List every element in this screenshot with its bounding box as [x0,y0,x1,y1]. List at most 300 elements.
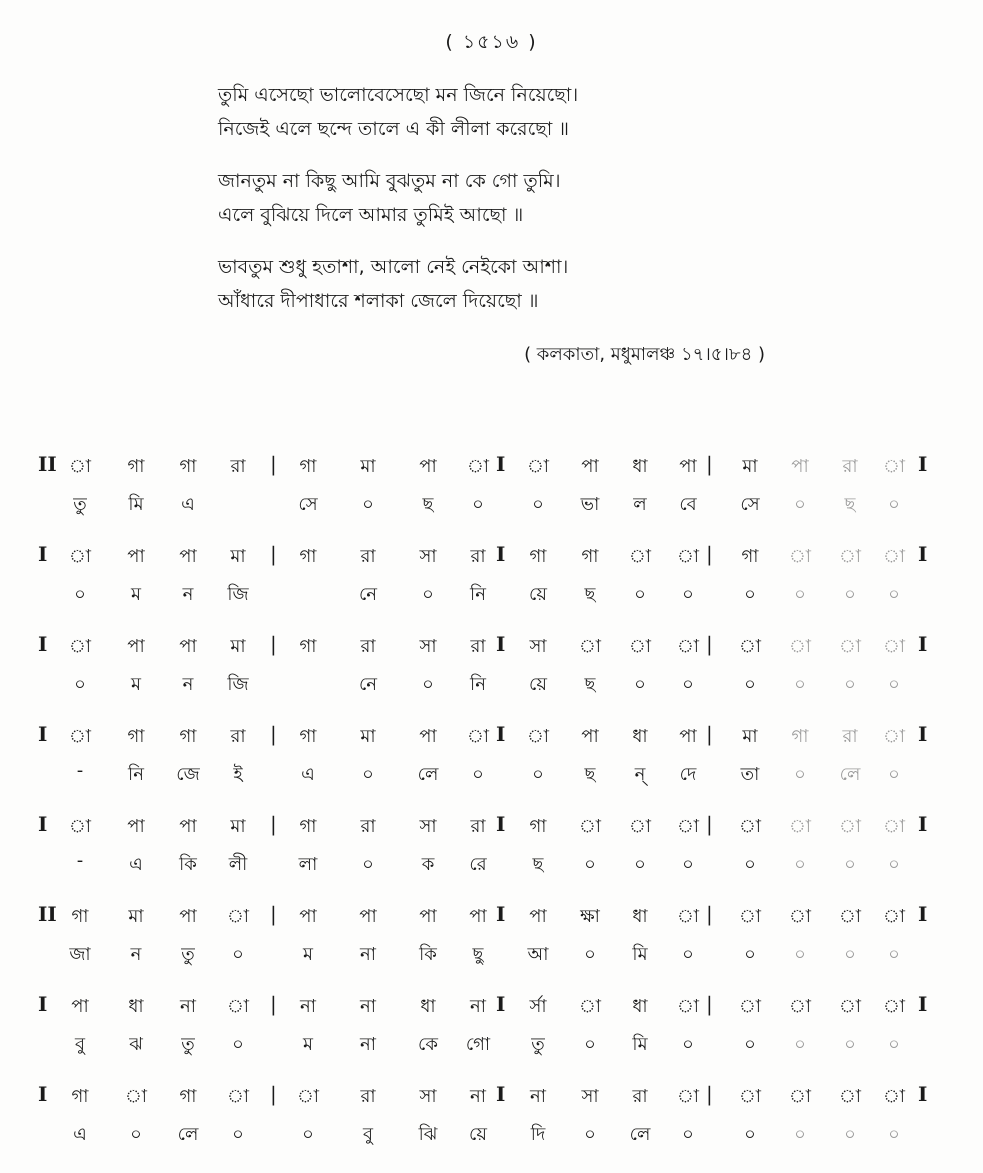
lyric-syllable: ল [633,494,647,515]
lyric-syllable: - [76,760,84,781]
swara-note: গা [179,456,197,477]
lyric-syllable: নে [358,674,378,695]
swara-note: া [628,546,652,567]
swara-note: গা [791,726,809,747]
swara-note: গা [179,726,197,747]
bar-line: I [38,812,48,836]
swara-note: া [526,456,550,477]
lyric-syllable: ০ [232,1124,244,1145]
swara-note: মা [742,726,758,747]
bar-line: I [38,632,48,656]
lyric-syllable: না [360,944,376,965]
lyric-syllable: ০ [744,854,756,875]
swara-note: া [788,1086,812,1107]
swara-note: া [578,996,602,1017]
beat-divider: | [270,902,277,926]
bar-line: I [496,902,506,926]
lyric-syllable: সে [740,494,760,515]
lyric-syllable: ঝ [129,1034,143,1055]
swara-note: া [882,1086,906,1107]
lyric-syllable: বে [679,494,697,515]
swara-note: া [882,996,906,1017]
lyrics-block [218,78,918,336]
swara-note: া [296,1086,320,1107]
swara-note: া [124,1086,148,1107]
swara-note: রা [360,1086,376,1107]
lyric-syllable: ০ [634,854,646,875]
swara-note: গা [127,456,145,477]
lyric-syllable: ছ [422,494,434,515]
swara-note: ধা [128,996,144,1017]
lyric-syllable: ০ [584,1124,596,1145]
swara-note: া [788,546,812,567]
lyric-syllable: ০ [232,944,244,965]
lyric-syllable: ০ [584,1034,596,1055]
swara-note: রা [842,726,858,747]
swara-note: সা [419,636,437,657]
lyric-syllable: লী [228,854,248,875]
swara-note: রা [230,726,246,747]
swara-note: পা [469,906,487,927]
swara-note: া [882,546,906,567]
lyric-syllable: লা [298,854,318,875]
beat-divider: | [706,722,713,746]
swara-note: া [628,636,652,657]
swara-note: পা [127,546,145,567]
swara-note: মা [742,456,758,477]
lyric-syllable: ০ [532,764,544,785]
lyric-syllable: ০ [682,1124,694,1145]
lyric-syllable: য়ে [529,674,547,695]
lyric-syllable: নি [128,764,144,785]
lyric-syllable: ক [421,854,435,875]
lyric-syllable: ০ [844,584,856,605]
lyric-syllable: এ [181,494,195,515]
lyric-syllable: ০ [744,944,756,965]
lyric-syllable: ০ [362,494,374,515]
swara-note: া [676,636,700,657]
swara-note: পা [419,726,437,747]
beat-divider: | [270,722,277,746]
song-number: ( ১৫১৬ ) [445,31,538,53]
notation-row [38,992,938,1082]
beat-divider: | [706,1082,713,1106]
lyric-syllable: মি [632,944,648,965]
lyric-syllable: ০ [422,584,434,605]
beat-divider: | [270,452,277,476]
swara-note: া [838,546,862,567]
lyric-syllable: কে [418,1034,438,1055]
swara-note: পা [679,456,697,477]
swara-note: না [360,996,376,1017]
lyric-syllable: ০ [130,1124,142,1145]
lyric-syllable: তু [181,1034,195,1055]
lyric-syllable: ০ [794,1034,806,1055]
lyric-syllable: এ [301,764,315,785]
lyric-syllable: য়ে [469,1124,487,1145]
lyric-syllable: সে [298,494,318,515]
lyric-syllable: ছ [584,674,596,695]
lyric-line: আঁধারে দীপাধারে শলাকা জেলে দিয়েছো ॥ [218,290,539,312]
swara-note: গা [299,726,317,747]
beat-divider: | [270,992,277,1016]
lyric-syllable: নে [358,584,378,605]
swara-note: পা [71,996,89,1017]
notation-row [38,902,938,992]
swara-note: া [226,906,250,927]
lyric-syllable: ন [130,944,142,965]
lyric-syllable: ০ [844,944,856,965]
swara-note: া [676,996,700,1017]
swara-note: া [738,816,762,837]
lyric-syllable: ০ [794,1124,806,1145]
swara-note: পা [791,456,809,477]
lyric-syllable: তু [181,944,195,965]
swara-note: গা [299,456,317,477]
lyric-syllable: ০ [888,764,900,785]
lyric-syllable: - [76,850,84,871]
swara-note: মা [230,636,246,657]
lyric-syllable: ০ [74,584,86,605]
lyric-line: নিজেই এলে ছন্দে তালে এ কী লীলা করেছো ॥ [218,118,570,140]
swara-note: ধা [420,996,436,1017]
swara-note: া [838,906,862,927]
lyric-syllable: ০ [682,854,694,875]
lyric-syllable: ০ [888,854,900,875]
lyric-syllable: কি [179,854,197,875]
swara-note: া [788,906,812,927]
swara-note: গা [299,636,317,657]
bar-line: I [918,632,928,656]
swara-note: গা [581,546,599,567]
lyric-syllable: লে [839,764,861,785]
swara-note: া [466,726,490,747]
swara-note: া [578,816,602,837]
swara-note: রা [842,456,858,477]
lyric-syllable: জি [227,674,249,695]
swara-note: সা [419,546,437,567]
swara-note: গা [529,816,547,837]
lyric-syllable: ঝি [418,1124,438,1145]
lyric-syllable: ম [303,944,313,965]
swara-note: পা [299,906,317,927]
lyric-syllable: লে [177,1124,199,1145]
swara-note: া [676,546,700,567]
lyric-syllable: য়ে [529,584,547,605]
lyric-syllable: তা [740,764,760,785]
lyric-syllable: ০ [232,1034,244,1055]
lyric-syllable: ০ [888,494,900,515]
lyric-line: জানতুম না কিছু আমি বুঝতুম না কে গো তুমি। [218,170,561,192]
swara-note: া [676,816,700,837]
lyric-syllable: ০ [362,854,374,875]
swara-note: া [838,636,862,657]
lyric-syllable: আ [527,944,549,965]
swara-note: মা [360,726,376,747]
beat-divider: | [706,992,713,1016]
swara-note: া [838,996,862,1017]
beat-divider: | [706,902,713,926]
bar-line: I [918,452,928,476]
lyric-syllable: এ [129,854,143,875]
lyric-syllable: ছ [844,494,856,515]
lyric-line: তুমি এসেছো ভালোবেসেছো মন জিনে নিয়েছো। [218,84,579,106]
lyric-syllable: ম [303,1034,313,1055]
notation-table [38,452,938,1172]
swara-note: া [738,996,762,1017]
bar-line: I [496,452,506,476]
swara-note: া [838,816,862,837]
swara-note: পা [179,906,197,927]
lyric-syllable: রে [469,854,487,875]
swara-note: মা [128,906,144,927]
swara-note: সা [419,1086,437,1107]
swara-note: া [738,636,762,657]
lyric-syllable: নি [470,584,486,605]
lyric-syllable: ০ [844,854,856,875]
swara-note: গা [299,546,317,567]
lyric-syllable: ০ [794,944,806,965]
lyric-syllable: ০ [682,944,694,965]
lyric-syllable: ছ [532,854,544,875]
lyric-syllable: না [360,1034,376,1055]
lyric-syllable: ভা [580,494,600,515]
notation-row [38,722,938,812]
swara-note: পা [679,726,697,747]
swara-note: া [676,906,700,927]
swara-note: সা [529,636,547,657]
lyric-syllable: মি [128,494,144,515]
swara-note: া [68,456,92,477]
swara-note: া [526,726,550,747]
bar-line: I [38,1082,48,1106]
swara-note: া [738,906,762,927]
swara-note: া [738,1086,762,1107]
lyric-syllable: ন [182,674,194,695]
swara-note: া [788,636,812,657]
swara-note: পা [419,456,437,477]
lyric-syllable: ০ [634,584,646,605]
swara-note: পা [179,546,197,567]
bar-line: I [918,902,928,926]
lyric-syllable: ছ [584,764,596,785]
lyric-syllable: দি [530,1124,546,1145]
lyric-syllable: বু [74,1034,86,1055]
swara-note: গা [71,1086,89,1107]
bar-line: I [496,992,506,1016]
swara-note: রা [360,546,376,567]
bar-line: I [918,992,928,1016]
swara-note: ধা [632,906,648,927]
swara-note: ধা [632,456,648,477]
swara-note: রা [470,546,486,567]
lyric-syllable: ০ [584,854,596,875]
beat-divider: | [706,632,713,656]
lyric-syllable: ০ [844,1034,856,1055]
lyric-syllable: ০ [888,944,900,965]
swara-note: পা [127,636,145,657]
swara-note: া [882,636,906,657]
swara-note: র্সা [529,996,547,1017]
lyric-syllable: ০ [744,584,756,605]
swara-note: গা [179,1086,197,1107]
swara-note: া [882,816,906,837]
lyric-syllable: ০ [584,944,596,965]
swara-note: া [226,1086,250,1107]
lyric-syllable: ম [131,584,141,605]
swara-note: া [68,816,92,837]
bar-line: I [918,722,928,746]
swara-note: মা [230,546,246,567]
lyric-syllable: ০ [744,1034,756,1055]
lyric-syllable: ০ [794,674,806,695]
lyric-line: ভাবতুম শুধু হতাশা, আলো নেই নেইকো আশা। [218,256,569,278]
bar-line: II [38,452,57,476]
beat-divider: | [706,812,713,836]
swara-note: পা [359,906,377,927]
lyric-syllable: ন [182,584,194,605]
lyrics-stanza [218,164,918,232]
beat-divider: | [706,452,713,476]
bar-line: I [496,722,506,746]
bar-line: I [918,1082,928,1106]
swara-note: গা [299,816,317,837]
lyric-syllable: জি [227,584,249,605]
lyric-syllable: ০ [794,494,806,515]
notation-row [38,542,938,632]
swara-note: না [470,996,486,1017]
beat-divider: | [270,812,277,836]
swara-note: না [530,1086,546,1107]
swara-note: া [882,456,906,477]
lyric-syllable: তু [531,1034,545,1055]
lyric-syllable: ০ [794,764,806,785]
lyric-syllable: মি [632,1034,648,1055]
swara-note: পা [529,906,547,927]
swara-note: া [882,726,906,747]
beat-divider: | [270,542,277,566]
swara-note: সা [419,816,437,837]
bar-line: I [38,542,48,566]
swara-note: া [68,726,92,747]
bar-line: II [38,902,57,926]
lyrics-stanza [218,78,918,146]
swara-note: পা [127,816,145,837]
lyric-syllable: ০ [362,764,374,785]
swara-note: গা [71,906,89,927]
swara-note: পা [419,906,437,927]
beat-divider: | [270,632,277,656]
swara-note: রা [230,456,246,477]
lyric-syllable: ০ [302,1124,314,1145]
swara-note: রা [470,636,486,657]
swara-note: গা [741,546,759,567]
lyric-syllable: ০ [682,1034,694,1055]
lyric-syllable: ০ [532,494,544,515]
swara-note: ধা [632,996,648,1017]
bar-line: I [918,542,928,566]
lyric-syllable: লে [629,1124,651,1145]
lyric-syllable: ছ [584,584,596,605]
lyric-syllable: জা [69,944,91,965]
swara-note: সা [581,1086,599,1107]
swara-note: রা [360,636,376,657]
lyric-syllable: ০ [794,584,806,605]
swara-note: া [226,996,250,1017]
swara-note: পা [179,816,197,837]
lyrics-stanza [218,250,918,318]
bar-line: I [38,722,48,746]
lyric-syllable: ০ [682,584,694,605]
lyric-syllable: ০ [888,674,900,695]
swara-note: া [578,636,602,657]
bar-line: I [496,542,506,566]
notation-row [38,1082,938,1172]
beat-divider: | [270,1082,277,1106]
lyric-syllable: কি [419,944,437,965]
lyric-syllable: ০ [472,494,484,515]
bar-line: I [38,992,48,1016]
lyric-syllable: ম [131,674,141,695]
lyric-syllable: ০ [744,1124,756,1145]
lyric-syllable: দে [679,764,697,785]
lyric-syllable: গো [465,1034,491,1055]
lyric-syllable: বু [362,1124,374,1145]
lyric-syllable: ০ [634,674,646,695]
lyric-syllable: ছু [472,944,484,965]
swara-note: রা [632,1086,648,1107]
lyric-syllable: ০ [472,764,484,785]
bar-line: I [918,812,928,836]
swara-note: রা [470,816,486,837]
notation-row [38,812,938,902]
lyric-line: এলে বুঝিয়ে দিলে আমার তুমিই আছো ॥ [218,204,524,226]
lyric-syllable: জে [176,764,200,785]
lyric-syllable: ০ [74,674,86,695]
notation-row [38,632,938,722]
swara-note: া [788,996,812,1017]
swara-note: না [470,1086,486,1107]
lyric-syllable: ০ [888,584,900,605]
lyric-syllable: ০ [888,1034,900,1055]
swara-note: া [466,456,490,477]
swara-note: না [300,996,316,1017]
lyric-syllable: ০ [888,1124,900,1145]
lyric-syllable: ০ [844,674,856,695]
swara-note: া [838,1086,862,1107]
swara-note: মা [230,816,246,837]
composition-source: ( কলকাতা, মধুমালঞ্চ ১৭।৫।৮৪ ) [524,344,765,365]
lyric-syllable: এ [73,1124,87,1145]
swara-note: া [882,906,906,927]
swara-note: গা [529,546,547,567]
lyric-syllable: ০ [682,674,694,695]
beat-divider: | [706,542,713,566]
swara-note: ধা [632,726,648,747]
lyric-syllable: লে [417,764,439,785]
bar-line: I [496,812,506,836]
lyric-syllable: ০ [794,854,806,875]
swara-note: া [68,636,92,657]
bar-line: I [496,632,506,656]
swara-note: া [676,1086,700,1107]
lyric-syllable: ০ [844,1124,856,1145]
swara-note: গা [127,726,145,747]
bar-line: I [496,1082,506,1106]
swara-note: রা [360,816,376,837]
swara-note: পা [179,636,197,657]
swara-note: পা [581,726,599,747]
